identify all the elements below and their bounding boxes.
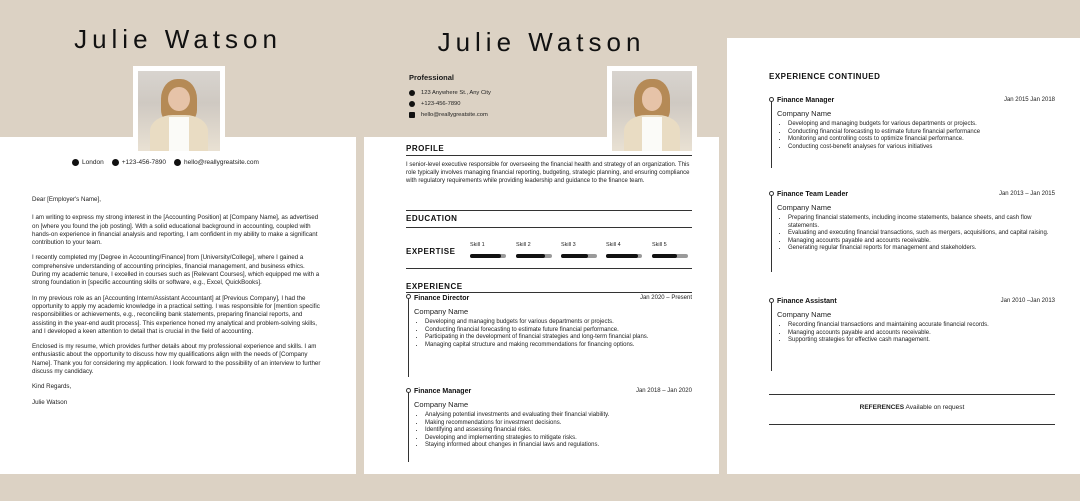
bullet: • Identifying and assessing financial risks. — [425, 427, 692, 435]
timeline-dot — [406, 388, 411, 393]
resume-address: 123 Anywhere St., Any City — [409, 89, 491, 97]
letter-name: Julie Watson — [74, 24, 282, 54]
skill-bar — [470, 254, 506, 258]
timeline-dot — [769, 298, 774, 303]
closing: Kind Regards, — [32, 383, 72, 391]
bullet: • Managing accounts payable and accounts receivable. — [788, 330, 1055, 338]
experience-title: EXPERIENCE — [406, 282, 463, 291]
timeline-dot — [769, 191, 774, 196]
location-contact: London — [72, 159, 104, 166]
bullet: • Participating in the development of financial strategies and long-term financial plans. — [425, 334, 692, 342]
job-bullets — [777, 322, 1055, 345]
job-title: Finance Manager — [414, 388, 472, 395]
bullet: • Preparing financial statements, including income statements, balance sheets, and cash flow statements. — [788, 215, 1055, 230]
letter-paragraph: Enclosed is my resume, which provides further details about my professional experience and skills. I am enthusiastic about the opportunity to discuss how my qualifications align with the needs of [Company Name]. Thank you for considering my application. I look forward to the possibility of an interview to further discuss my candidacy. — [32, 343, 321, 376]
bullet: • Managing capital structure and making recommendations for financing options. — [425, 342, 692, 350]
job-entry — [414, 388, 692, 450]
skill-label: Skill 5 — [652, 242, 667, 248]
professional-label: Professional — [409, 73, 455, 82]
divider — [406, 155, 692, 156]
signature: Julie Watson — [32, 398, 68, 406]
bullet: • Developing and implementing strategies to mitigate risks. — [425, 435, 692, 443]
bullet: • Evaluating and executing financial transactions, such as mergers, acquisitions, and capital raising. — [788, 230, 1055, 238]
profile-photo — [133, 66, 225, 156]
job-dates: Jan 2013 – Jan 2015 — [998, 191, 1055, 197]
job-entry — [777, 191, 1055, 253]
divider — [406, 227, 692, 228]
job-bullets — [777, 215, 1055, 253]
divider — [406, 268, 692, 269]
letter-paragraph: I recently completed my [Degree in Accounting/Finance] from [University/College], where I gained a comprehensive understanding of accounting principles, financial management, and business ethics. During my academic tenure, I excelled in courses such as [Relevant Courses], which equipped me with a strong foundation in [specific accounting skills or software, e.g., Excel, QuickBooks]. — [32, 254, 320, 287]
bullet: • Conducting financial forecasting to estimate future financial performance — [788, 129, 1055, 137]
job-dates: Jan 2018 – Jan 2020 — [635, 388, 692, 394]
bullet: • Conducting cost-benefit analyses for various initiatives — [788, 144, 1055, 152]
location-icon — [409, 90, 415, 96]
references-label: REFERENCES — [859, 404, 905, 411]
job-bullets — [777, 121, 1055, 151]
profile-title: PROFILE — [406, 144, 445, 153]
letter-paragraph: I am writing to express my strong interest in the [Accounting Position] at [Company Name], as advertised on [where you found the job posting]. With a solid educational background in accounting, coupled with hands-on experience in financial analysis and reporting, I am confident in my ability to make a significant contribution to your team. — [32, 214, 319, 247]
job-dates: Jan 2010 –Jan 2013 — [1000, 298, 1055, 304]
divider — [769, 394, 1055, 395]
skill-label: Skill 3 — [561, 242, 576, 248]
bullet: • Generating regular financial reports for management and stakeholders. — [788, 245, 1055, 253]
resume-page — [364, 0, 719, 474]
divider — [406, 292, 692, 293]
job-title: Finance Assistant — [777, 298, 837, 305]
letter-body — [32, 196, 324, 414]
job-title: Finance Director — [414, 295, 470, 302]
bullet: • Developing and managing budgets for various departments or projects. — [788, 121, 1055, 129]
expertise-title: EXPERTISE — [406, 247, 456, 256]
letter-contacts — [72, 159, 267, 166]
company-name: Company Name — [777, 310, 832, 319]
skill-bar — [652, 254, 688, 258]
timeline-line — [408, 297, 409, 377]
timeline-line — [408, 391, 409, 462]
timeline-dot — [769, 97, 774, 102]
company-name: Company Name — [777, 203, 832, 212]
profile-photo — [607, 66, 697, 156]
header-band — [727, 0, 1080, 38]
skill-label: Skill 1 — [470, 242, 485, 248]
skill-bar — [516, 254, 552, 258]
phone-icon — [112, 159, 119, 166]
bullet: • Analysing potential investments and evaluating their financial viability. — [425, 412, 692, 420]
company-name: Company Name — [414, 307, 469, 316]
bullet: • Supporting strategies for effective cash management. — [788, 337, 1055, 345]
email-contact: hello@reallygreatsite.com — [174, 159, 259, 166]
bullet: • Recording financial transactions and maintaining accurate financial records. — [788, 322, 1055, 330]
job-dates: Jan 2020 – Present — [639, 295, 692, 301]
job-bullets — [414, 319, 692, 349]
company-name: Company Name — [414, 400, 469, 409]
profile-text: I senior-level executive responsible for overseeing the financial health and strategy of an organization. This role typically involves managing financial reporting, budgeting, strategic planning, and ensuring compliance with regulatory requirements while providing leadership and guidance to the finance team. — [406, 162, 690, 184]
bullet: • Managing accounts payable and accounts receivable. — [788, 238, 1055, 246]
continued-page — [727, 0, 1080, 474]
bullet: • Developing and managing budgets for various departments or projects. — [425, 319, 692, 327]
divider — [406, 210, 692, 211]
email-icon — [409, 112, 415, 118]
resume-name: Julie Watson — [437, 27, 646, 57]
bullet: • Conducting financial forecasting to estimate future financial performance. — [425, 327, 692, 335]
letter-paragraph: In my previous role as an [Accounting Intern/Assistant Accountant] at [Previous Company], I had the opportunity to apply my academic knowledge in a practical setting. I was responsible for [mention specific responsibilities or achievements, e.g., reconciling bank statements, preparing financial reports, and assisting in the year-end audit process]. This experience honed my analytical and problem-solving skills, and I developed a keen attention to detail that is crucial in the field of accounting. — [32, 294, 320, 335]
timeline-line — [771, 301, 772, 371]
divider — [769, 424, 1055, 425]
bullet: • Staying informed about changes in financial laws and regulations. — [425, 442, 692, 450]
location-icon — [72, 159, 79, 166]
cover-letter-page — [0, 0, 356, 474]
skill-label: Skill 4 — [606, 242, 621, 248]
timeline-line — [771, 100, 772, 168]
continued-title: EXPERIENCE CONTINUED — [769, 72, 881, 81]
job-title: Finance Manager — [777, 97, 835, 104]
salutation: Dear [Employer's Name], — [32, 196, 101, 203]
job-title: Finance Team Leader — [777, 191, 849, 198]
education-title: EDUCATION — [406, 214, 458, 223]
bullet: • Making recommendations for investment decisions. — [425, 420, 692, 428]
phone-contact: +123-456-7890 — [112, 159, 166, 166]
bullet: • Monitoring and controlling costs to optimize financial performance. — [788, 136, 1055, 144]
job-dates: Jan 2015 Jan 2018 — [1003, 97, 1055, 103]
job-entry — [414, 295, 692, 349]
references-text: Available on request — [905, 404, 965, 411]
phone-icon — [409, 101, 415, 107]
job-entry — [777, 298, 1055, 345]
company-name: Company Name — [777, 109, 832, 118]
timeline-dot — [406, 294, 411, 299]
resume-email: hello@reallygreatsite.com — [409, 111, 488, 119]
skill-label: Skill 2 — [516, 242, 531, 248]
skill-bar — [561, 254, 597, 258]
timeline-line — [771, 194, 772, 272]
skill-bar — [606, 254, 642, 258]
resume-phone: +123-456-7890 — [409, 100, 461, 108]
job-bullets — [414, 412, 692, 450]
job-entry — [777, 97, 1055, 151]
email-icon — [174, 159, 181, 166]
references — [769, 404, 1055, 411]
